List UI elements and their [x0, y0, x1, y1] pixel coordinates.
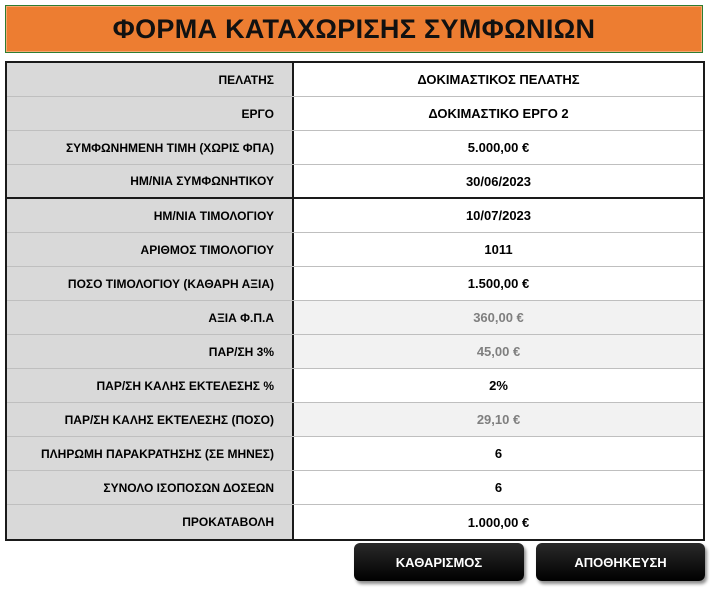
- agreement-date-label: ΗΜ/ΝΙΑ ΣΥΜΦΩΝΗΤΙΚΟΥ: [7, 165, 294, 197]
- invoice-number-label: ΑΡΙΘΜΟΣ ΤΙΜΟΛΟΓΙΟΥ: [7, 233, 294, 266]
- field-row-invoice-number: [7, 233, 703, 267]
- agreement-form: [5, 61, 705, 541]
- field-row-project: [7, 97, 703, 131]
- performance-retention-amount-value: 29,10 €: [294, 403, 703, 436]
- invoice-amount-field[interactable]: 1.500,00 €: [294, 267, 703, 300]
- clear-button[interactable]: ΚΑΘΑΡΙΣΜΟΣ: [354, 543, 524, 581]
- vat-amount-label: ΑΞΙΑ Φ.Π.Α: [7, 301, 294, 334]
- equal-installments-field[interactable]: 6: [294, 471, 703, 504]
- field-row-agreement-date: [7, 165, 703, 199]
- retention-payment-months-label: ΠΛΗΡΩΜΗ ΠΑΡΑΚΡΑΤΗΣΗΣ (ΣΕ ΜΗΝΕΣ): [7, 437, 294, 470]
- retention-payment-months-field[interactable]: 6: [294, 437, 703, 470]
- invoice-date-label: ΗΜ/ΝΙΑ ΤΙΜΟΛΟΓΙΟΥ: [7, 199, 294, 232]
- performance-retention-percent-field[interactable]: 2%: [294, 369, 703, 402]
- client-field[interactable]: ΔΟΚΙΜΑΣΤΙΚΟΣ ΠΕΛΑΤΗΣ: [294, 63, 703, 96]
- field-row-performance-retention-amount: [7, 403, 703, 437]
- invoice-number-field[interactable]: 1011: [294, 233, 703, 266]
- field-row-equal-installments: [7, 471, 703, 505]
- advance-payment-field[interactable]: 1.000,00 €: [294, 505, 703, 539]
- performance-retention-percent-label: ΠΑΡ/ΣΗ ΚΑΛΗΣ ΕΚΤΕΛΕΣΗΣ %: [7, 369, 294, 402]
- equal-installments-label: ΣΥΝΟΛΟ ΙΣΟΠΟΣΩΝ ΔΟΣΕΩΝ: [7, 471, 294, 504]
- field-row-vat-amount: [7, 301, 703, 335]
- field-row-advance-payment: [7, 505, 703, 539]
- save-button[interactable]: ΑΠΟΘΗΚΕΥΣΗ: [536, 543, 705, 581]
- field-row-invoice-date: [7, 199, 703, 233]
- field-row-agreed-price: [7, 131, 703, 165]
- agreed-price-field[interactable]: 5.000,00 €: [294, 131, 703, 164]
- form-title: ΦΟΡΜΑ ΚΑΤΑΧΩΡΙΣΗΣ ΣΥΜΦΩΝΙΩΝ: [112, 13, 596, 44]
- project-label: ΕΡΓΟ: [7, 97, 294, 130]
- form-title-bar: [5, 5, 703, 53]
- client-label: ΠΕΛΑΤΗΣ: [7, 63, 294, 96]
- advance-payment-label: ΠΡΟΚΑΤΑΒΟΛΗ: [7, 505, 294, 539]
- project-field[interactable]: ΔΟΚΙΜΑΣΤΙΚΟ ΕΡΓΟ 2: [294, 97, 703, 130]
- invoice-amount-label: ΠΟΣΟ ΤΙΜΟΛΟΓΙΟΥ (ΚΑΘΑΡΗ ΑΞΙΑ): [7, 267, 294, 300]
- field-row-invoice-amount: [7, 267, 703, 301]
- field-row-performance-retention-percent: [7, 369, 703, 403]
- field-row-withholding-3: [7, 335, 703, 369]
- field-row-client: [7, 63, 703, 97]
- vat-amount-value: 360,00 €: [294, 301, 703, 334]
- withholding-3-label: ΠΑΡ/ΣΗ 3%: [7, 335, 294, 368]
- invoice-date-field[interactable]: 10/07/2023: [294, 199, 703, 232]
- performance-retention-amount-label: ΠΑΡ/ΣΗ ΚΑΛΗΣ ΕΚΤΕΛΕΣΗΣ (ΠΟΣΟ): [7, 403, 294, 436]
- field-row-retention-payment-months: [7, 437, 703, 471]
- withholding-3-value: 45,00 €: [294, 335, 703, 368]
- agreement-date-field[interactable]: 30/06/2023: [294, 165, 703, 197]
- agreed-price-label: ΣΥΜΦΩΝΗΜΕΝΗ ΤΙΜΗ (ΧΩΡΙΣ ΦΠΑ): [7, 131, 294, 164]
